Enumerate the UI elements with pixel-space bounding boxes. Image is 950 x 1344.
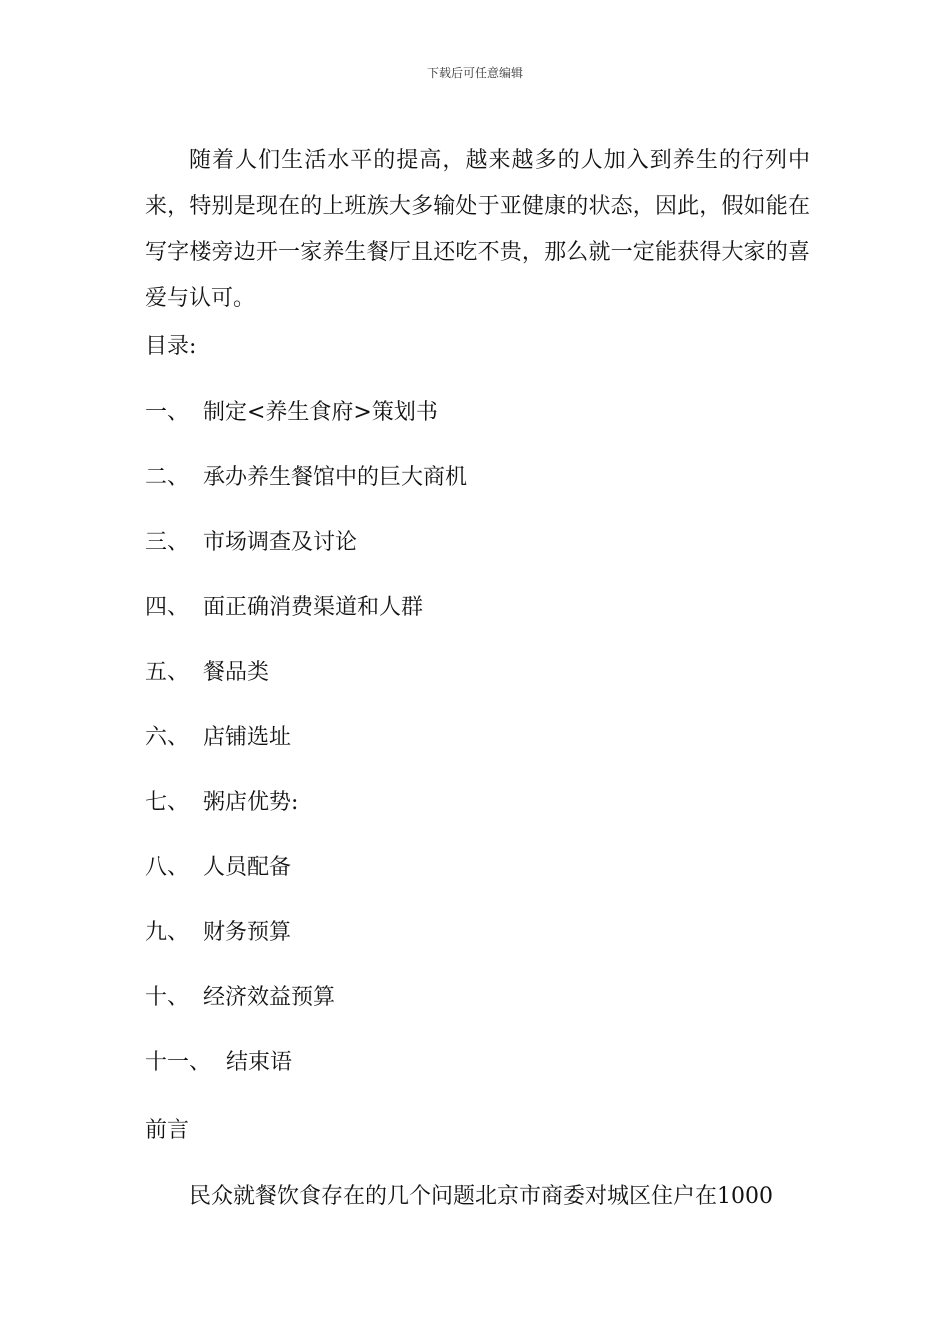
preface-title: 前言 [145,1118,190,1143]
document-body [145,138,810,1209]
page-header: 下载后可任意编辑 [426,66,523,80]
toc-item-label: 财务预算 [203,920,292,945]
toc-item-number: 三、 [145,530,190,555]
toc-item-label: 制定<养生食府>策划书 [203,400,438,425]
toc-item-6 [145,723,810,788]
toc-item-label: 人员配备 [203,855,292,880]
toc-item-number: 六、 [145,725,190,750]
toc-item-5 [145,658,810,723]
toc-item-number: 一、 [145,400,190,425]
toc-item-number: 二、 [145,465,190,490]
toc-item-label: 结束语 [226,1050,293,1075]
toc-item-8 [145,853,810,918]
toc-item-1 [145,398,810,463]
toc-item-label: 经济效益预算 [203,985,336,1010]
toc-item-number: 十、 [145,985,190,1010]
toc-item-7 [145,788,810,853]
toc-item-label: 店铺选址 [203,725,292,750]
toc-item-label: 市场调查及讨论 [203,530,358,555]
toc-item-label: 承办养生餐馆中的巨大商机 [203,465,468,490]
toc-item-label: 餐品类 [203,660,270,685]
toc-item-11 [145,1048,810,1113]
preface-paragraph: 民众就餐饮食存在的几个问题北京市商委对城区住户在1000 [189,1184,773,1209]
toc-item-label: 粥店优势: [203,790,299,815]
toc-item-3 [145,528,810,593]
toc-item-4 [145,593,810,658]
toc-item-10 [145,983,810,1048]
intro-paragraph: 随着人们生活水平的提高，越来越多的人加入到养生的行列中来，特别是现在的上班族大多输处于亚健康的状态，因此，假如能在写字楼旁边开一家养生餐厅且还吃不贵，那么就一定能获得大家的喜爱与认可。 [145,148,810,311]
toc-item-number: 九、 [145,920,190,945]
toc-title: 目录: [145,334,197,359]
toc-item-number: 十一、 [145,1050,212,1075]
toc-item-number: 四、 [145,595,190,620]
table-of-contents [145,398,810,1113]
toc-item-number: 八、 [145,855,190,880]
toc-item-label: 面正确消费渠道和人群 [203,595,424,620]
toc-item-2 [145,463,810,528]
toc-item-9 [145,918,810,983]
toc-item-number: 五、 [145,660,190,685]
toc-item-number: 七、 [145,790,190,815]
